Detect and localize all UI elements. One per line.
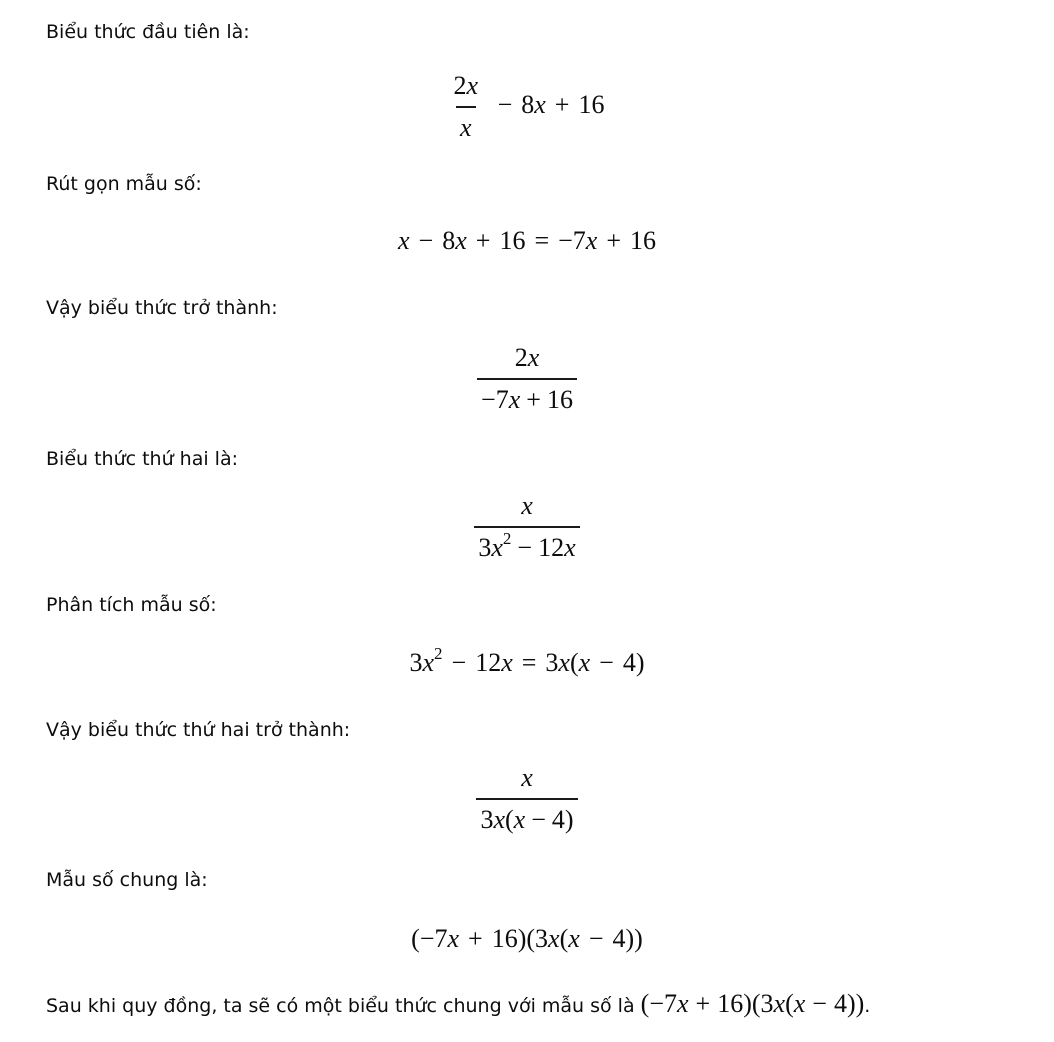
- second-simplified: [0, 764, 1054, 834]
- second-simplified-fraction: $\frac{x}{3x(x - 4)}$: [476, 764, 577, 834]
- conclusion-period: .: [864, 995, 871, 1017]
- factor-equation: $3x^2 - 12x = 3x(x - 4)$: [409, 644, 645, 677]
- first-expression: $\frac{2x}{x}$ − 8x + 16: [0, 72, 1054, 142]
- simplify-equation: x − 8x + 16 = −7x + 16: [398, 226, 656, 255]
- conclusion-text: Sau khi quy đồng, ta sẽ có một biểu thức chung với mẫu số là: [46, 995, 635, 1017]
- second-expression: [0, 492, 1054, 562]
- common-denominator: (−7x + 16)(3x(x − 4)): [411, 924, 643, 953]
- first-simplified: [0, 344, 1054, 414]
- conclusion-math: (−7x + 16)(3x(x − 4)): [640, 989, 865, 1018]
- common-label: Mẫu số chung là:: [46, 869, 208, 891]
- simplify-label: Rút gọn mẫu số:: [46, 173, 202, 195]
- second-label: Biểu thức thứ hai là:: [46, 448, 239, 470]
- intro-label: Biểu thức đầu tiên là:: [46, 21, 250, 43]
- conclusion: [46, 989, 871, 1018]
- factor-label: Phân tích mẫu số:: [46, 594, 217, 616]
- second-fraction: $\frac{x}{3x^2 - 12x}$: [474, 492, 579, 562]
- second-becomes-label: Vậy biểu thức thứ hai trở thành:: [46, 719, 351, 741]
- first-fraction: $\frac{2x}{x}$: [453, 71, 479, 142]
- becomes-label: Vậy biểu thức trở thành:: [46, 297, 278, 319]
- first-simplified-fraction: $\frac{2x}{-7x + 16}$: [477, 344, 577, 414]
